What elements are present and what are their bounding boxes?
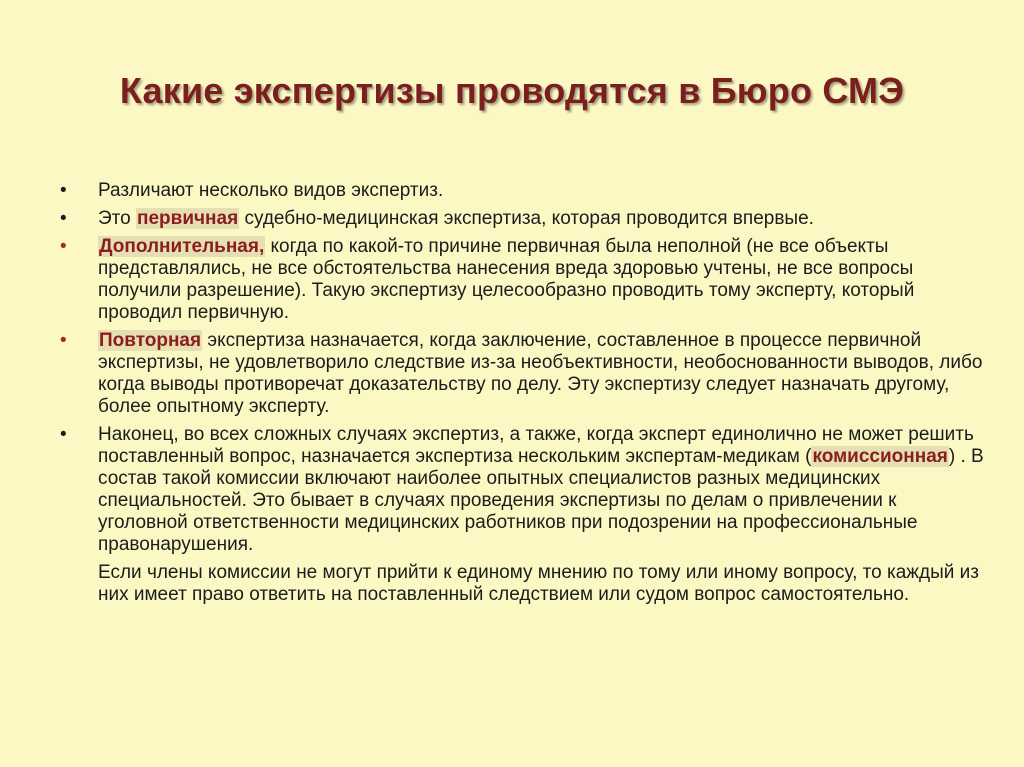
list-item <box>60 180 990 202</box>
term-highlight: первичная <box>137 208 239 229</box>
list-item <box>60 330 990 418</box>
item-text: судебно-медицинская экспертиза, которая проводится впервые. <box>239 208 814 229</box>
item-text: экспертиза назначается, когда заключение, составленное в процессе первичной экспертизы, не удовлетворило следствие из-за необъективности, необоснованности выводов, либо когда выводы противоречат доказательству по делу. Эту экспертизу следует назначать другому, более опытному эксперту. <box>98 330 983 417</box>
slide-content <box>60 180 990 606</box>
item-text: Это <box>98 208 136 229</box>
item-text: когда по какой-то причине первичная была неполной (не все объекты представлялись, не все обстоятельства нанесения вреда здоровью учтены, не все вопросы получили разрешение). Такую экспертизу целесообразно проводить тому эксперту, который проводил первичную. <box>98 236 915 323</box>
bullet-icon: • <box>60 208 67 229</box>
item-text: Различают несколько видов экспертиз. <box>98 180 444 201</box>
list-item <box>60 424 990 556</box>
bullet-icon: • <box>60 330 67 351</box>
bullet-icon: • <box>60 180 67 201</box>
item-text: ) . В состав такой комиссии включают наиболее опытных специалистов разных медицинских специальностей. Это бывает в случаях проведения экспертизы по делам о привлечении к уголовной ответственности медицинских работников при подозрении на профессиональные правонарушения. <box>98 446 984 555</box>
bullet-icon: • <box>60 236 67 257</box>
term-highlight: Дополнительная, <box>99 236 265 257</box>
term-highlight: Повторная <box>99 330 202 351</box>
term-highlight: комиссионная <box>812 446 948 467</box>
slide-title: Какие экспертизы проводятся в Бюро СМЭ <box>119 70 905 111</box>
bullet-icon: • <box>60 424 67 445</box>
list-item <box>60 236 990 324</box>
final-paragraph: Если члены комиссии не могут прийти к единому мнению по тому или иному вопросу, то каждый из них имеет право ответить на поставленный следствием или судом вопрос самостоятельно. <box>98 562 979 605</box>
list-item <box>60 208 990 230</box>
item-text: Наконец, во всех сложных случаях экспертиз, а также, когда эксперт единолично не может решить поставленный вопрос, назначается экспертиза нескольким экспертам-медикам ( <box>98 424 974 467</box>
